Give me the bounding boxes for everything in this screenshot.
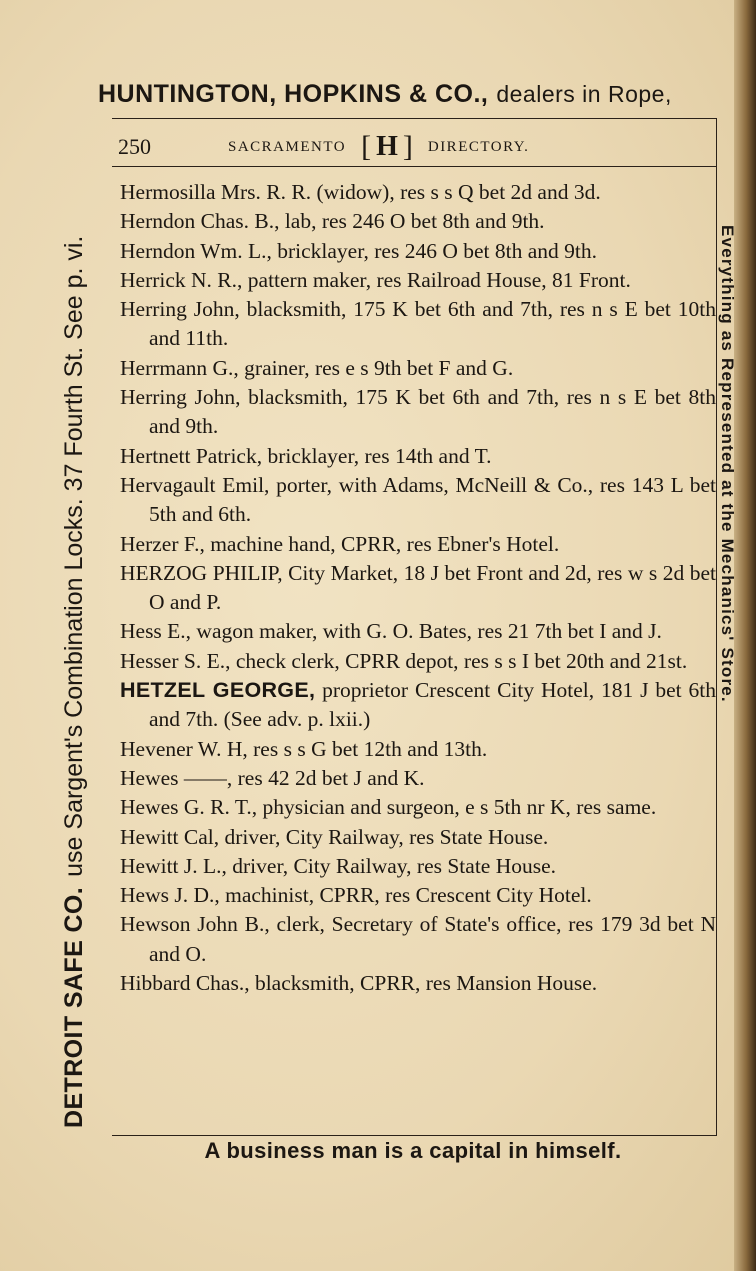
page-number: 250 <box>118 134 151 159</box>
right-margin-advertisement: Everything as Represented at the Mechanics' Store. <box>718 225 737 703</box>
directory-entry: Herzer F., machine hand, CPRR, res Ebner's Hotel. <box>120 531 560 556</box>
entry-text: proprietor Crescent City Hotel, 181 J bet 6th and 7th. (See adv. p. lxii.) <box>149 678 716 732</box>
entry-bold-name: HETZEL GEORGE, <box>120 678 316 703</box>
header-letter-block <box>356 130 418 164</box>
directory-entry: HERZOG PHILIP, City Market, 18 J bet Front and 2d, res w s 2d bet O and P. <box>120 560 716 615</box>
directory-entry: Hermosilla Mrs. R. R. (widow), res s s Q bet 2d and 3d. <box>120 180 601 204</box>
directory-entry: Herrmann G., grainer, res e s 9th bet F and G. <box>120 355 514 380</box>
directory-entries <box>120 178 716 998</box>
left-ad-text: use Sargent's Combination Locks. 37 Fourth St. See p. vi. <box>59 235 88 877</box>
left-bracket: [ <box>361 130 372 163</box>
directory-entry-featured <box>120 676 716 735</box>
header-city: SACRAMENTO <box>228 138 347 155</box>
directory-entry: Herring John, blacksmith, 175 K bet 6th and 7th, res n s E bet 8th and 9th. <box>120 385 716 439</box>
footer-motto: A business man is a capital in himself. <box>204 1138 622 1163</box>
left-margin-advertisement <box>52 128 96 1128</box>
directory-entry: Hewes G. R. T., physician and surgeon, e s 5th nr K, res same. <box>120 795 657 820</box>
directory-entry: Herring John, blacksmith, 175 K bet 6th and 7th, res n s E bet 10th and 11th. <box>120 297 716 351</box>
header-letter: H <box>376 131 398 162</box>
directory-entry: Herndon Chas. B., lab, res 246 O bet 8th and 9th. <box>120 209 545 234</box>
left-ad-firm: DETROIT SAFE CO. <box>59 886 88 1128</box>
header-directory: DIRECTORY. <box>427 138 530 155</box>
directory-entry: Herrick N. R., pattern maker, res Railroad House, 81 Front. <box>120 267 631 292</box>
directory-entry: Hewitt J. L., driver, City Railway, res State House. <box>120 853 557 878</box>
directory-entry: Herndon Wm. L., bricklayer, res 246 O bet 8th and 9th. <box>120 238 597 263</box>
directory-entry: Hevener W. H, res s s G bet 12th and 13th. <box>120 736 488 761</box>
directory-entry: Hibbard Chas., blacksmith, CPRR, res Mansion House. <box>120 971 598 996</box>
directory-entry: Hess E., wagon maker, with G. O. Bates, res 21 7th bet I and J. <box>120 619 662 644</box>
directory-entry: Hervagault Emil, porter, with Adams, McNeill & Co., res 143 L bet 5th and 6th. <box>120 472 716 527</box>
directory-entry: Hesser S. E., check clerk, CPRR depot, res s s I bet 20th and 21st. <box>120 648 688 673</box>
top-ad-firm: HUNTINGTON, HOPKINS & CO., <box>98 80 489 108</box>
running-header <box>112 128 716 167</box>
directory-entry: Hewes ——, res 42 2d bet J and K. <box>120 765 425 790</box>
right-bracket: ] <box>402 130 413 163</box>
directory-entry: Hertnett Patrick, bricklayer, res 14th and T. <box>120 443 492 468</box>
top-advertisement <box>98 80 738 116</box>
directory-entry: Hews J. D., machinist, CPRR, res Crescent City Hotel. <box>120 883 592 908</box>
top-ad-text: dealers in Rope, <box>496 81 672 107</box>
directory-entry: Hewson John B., clerk, Secretary of State's office, res 179 3d bet N and O. <box>120 912 716 966</box>
directory-entry: Hewitt Cal, driver, City Railway, res State House. <box>120 824 549 849</box>
